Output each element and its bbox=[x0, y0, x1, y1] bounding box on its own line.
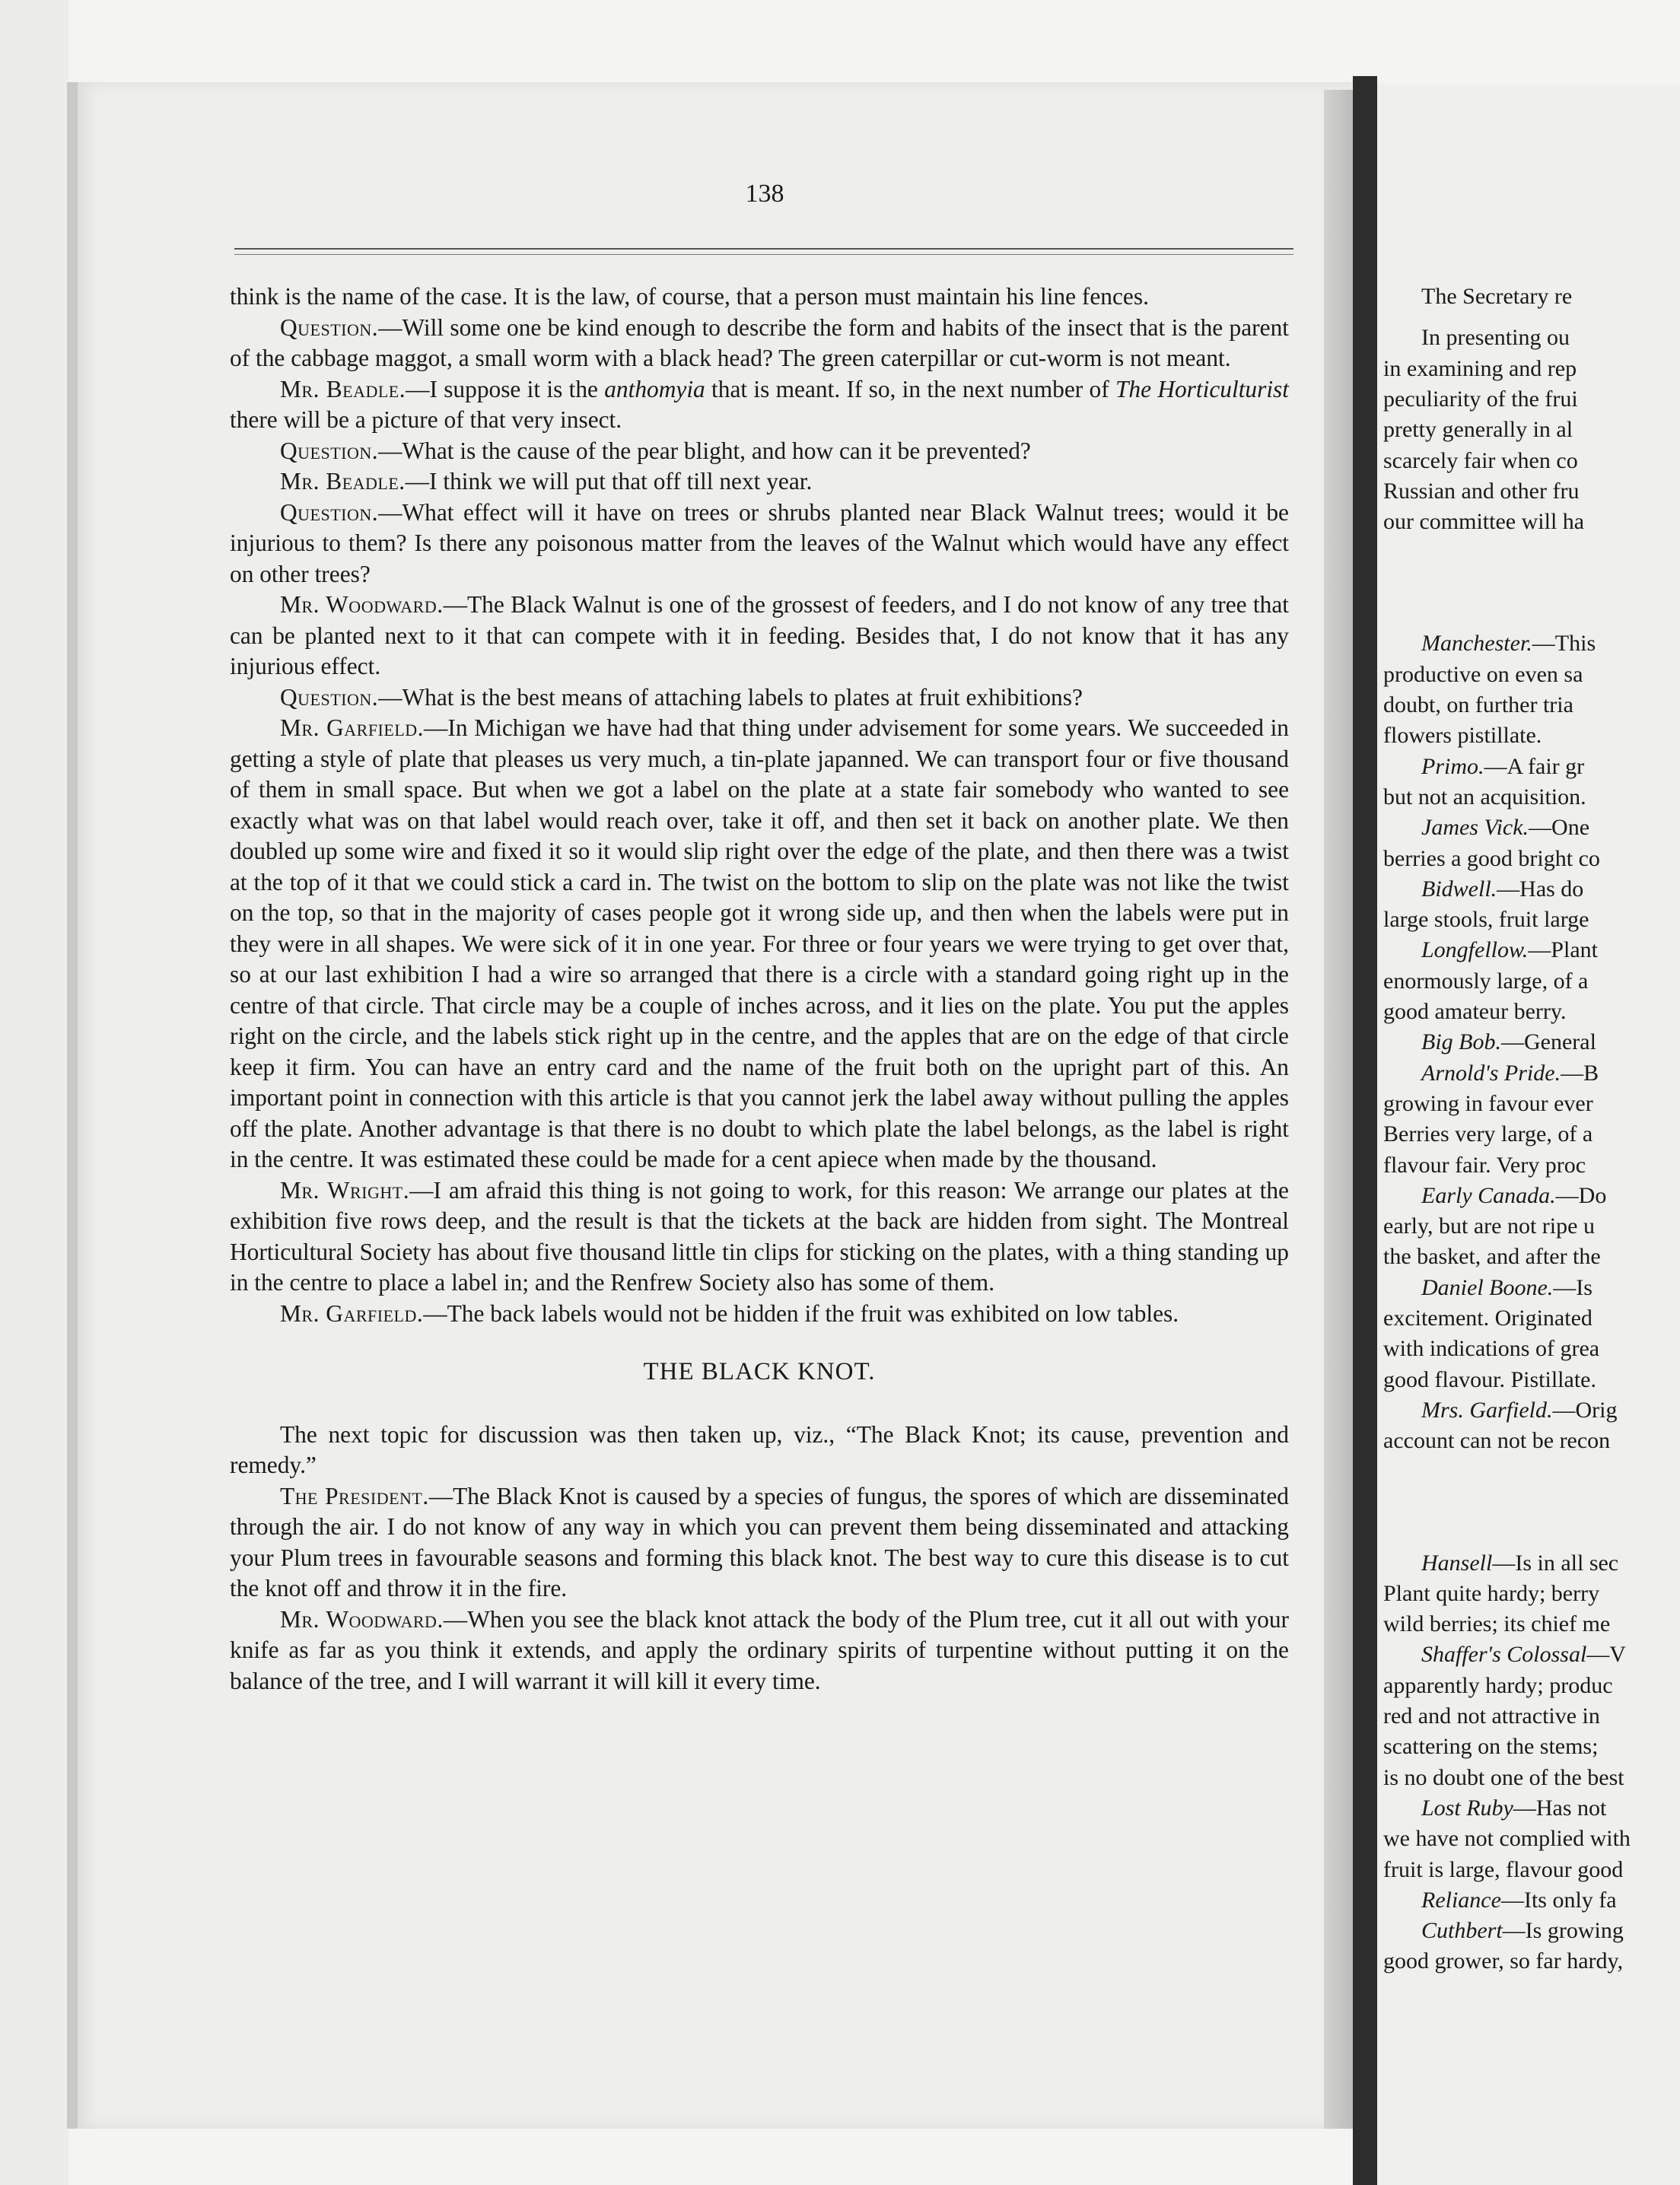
right-page-line: flowers pistillate. bbox=[1383, 723, 1542, 749]
paragraph bbox=[230, 682, 1289, 714]
right-page-line: large stools, fruit large bbox=[1383, 907, 1589, 933]
variety-name: Reliance bbox=[1421, 1887, 1501, 1913]
variety-description: —Orig bbox=[1552, 1397, 1618, 1423]
paragraph-text: —What effect will it have on trees or shrubs planted near Black Walnut trees; would it be injurious to them? Is there any poisonous matter from the leaves of the Walnut which would have any effect on other trees? bbox=[230, 498, 1289, 587]
left-scan-edge bbox=[0, 0, 68, 2185]
right-page-line bbox=[1383, 752, 1584, 782]
right-page-line bbox=[1383, 874, 1583, 905]
paragraph bbox=[230, 1605, 1289, 1697]
variety-description: —Its only fa bbox=[1500, 1887, 1617, 1913]
right-page-line: with indications of grea bbox=[1383, 1336, 1600, 1362]
right-page-line: Berries very large, of a bbox=[1383, 1121, 1593, 1147]
paragraph-text: —Will some one be kind enough to describe the form and habits of the insect that is the parent of the cabbage maggot, a small worm with a black head? The green caterpillar or cut-worm is not meant. bbox=[230, 313, 1289, 371]
right-page-line bbox=[1383, 935, 1598, 965]
paragraph bbox=[230, 436, 1289, 467]
variety-name: Arnold's Pride. bbox=[1421, 1060, 1561, 1086]
variety-description: —Has do bbox=[1497, 876, 1584, 902]
variety-description: —One bbox=[1529, 815, 1590, 841]
variety-name: Early Canada. bbox=[1421, 1182, 1556, 1208]
right-page-line: pretty generally in al bbox=[1383, 417, 1573, 443]
paragraph bbox=[230, 281, 1289, 313]
header-rule bbox=[234, 248, 1293, 250]
paragraph-text: —When you see the black knot attack the body of the Plum tree, cut it all out with your knife as far as you think it extends, and apply the ordinary spirits of turpentine without putting it on the balance of the tree, and I will warrant it will kill it every time. bbox=[230, 1605, 1289, 1694]
section-heading: THE BLACK KNOT. bbox=[643, 1358, 876, 1385]
right-page-line bbox=[1383, 1395, 1618, 1426]
paragraph-text: —I am afraid this thing is not going to work, for this reason: We arrange our plates at the exhibition five rows deep, and the result is that the tickets at the back are hidden from sight. The Montreal Horticultural Society has about five thousand little tin clips for sticking on the plates, with a thing standing up in the centre to place a label in; and the Renfrew Society also has some of them. bbox=[230, 1176, 1289, 1296]
speaker-name: Mr. Garfield. bbox=[280, 714, 424, 741]
paragraph-text: —I suppose it is the bbox=[406, 375, 605, 402]
right-page-line: Russian and other fru bbox=[1383, 478, 1580, 504]
right-page-line: excitement. Originated bbox=[1383, 1306, 1592, 1331]
right-page-line: enormously large, of a bbox=[1383, 968, 1589, 994]
paragraph-text: —I think we will put that off till next year. bbox=[405, 468, 813, 495]
paragraph bbox=[230, 466, 1289, 498]
right-page-line: our committee will ha bbox=[1383, 509, 1585, 535]
paragraph bbox=[230, 313, 1289, 374]
variety-name: Cuthbert bbox=[1421, 1918, 1503, 1944]
right-page-line: wild berries; its chief me bbox=[1383, 1611, 1611, 1637]
right-page-line bbox=[1383, 628, 1596, 659]
speaker-name: Question. bbox=[280, 313, 379, 341]
variety-description: —Is bbox=[1553, 1274, 1592, 1300]
variety-description: —Do bbox=[1555, 1182, 1607, 1208]
right-page-line: scarcely fair when co bbox=[1383, 447, 1578, 473]
variety-name: James Vick. bbox=[1421, 815, 1529, 841]
right-page-line: good amateur berry. bbox=[1383, 999, 1567, 1024]
right-page-line bbox=[1383, 1058, 1599, 1089]
variety-description: —Has not bbox=[1513, 1795, 1607, 1821]
right-page-line: red and not attractive in bbox=[1383, 1703, 1600, 1729]
paragraph-text: —The back labels would not be hidden if the fruit was exhibited on low tables. bbox=[423, 1299, 1179, 1327]
variety-name: Lost Ruby bbox=[1421, 1795, 1513, 1821]
page-number: 138 bbox=[745, 180, 784, 208]
right-page-line: In presenting ou bbox=[1421, 325, 1570, 351]
right-page-line bbox=[1383, 1181, 1606, 1211]
left-page-text bbox=[230, 281, 1289, 1697]
right-page-line: account can not be recon bbox=[1383, 1428, 1611, 1454]
paragraph-text: —The Black Knot is caused by a species of fungus, the spores of which are disseminated through the air. I do not know of any way in which you can prevent them being disseminated and attacking your Plum trees in favourable seasons and forming this black knot. The best way to cure this disease is to cut the knot off and throw it in the fire. bbox=[230, 1482, 1289, 1601]
speaker-name: Mr. Beadle. bbox=[280, 375, 406, 402]
paragraph-text: there will be a picture of that very insect. bbox=[230, 406, 622, 433]
variety-name: Longfellow. bbox=[1421, 937, 1529, 963]
variety-description: —B bbox=[1561, 1060, 1599, 1086]
right-page-line bbox=[1383, 1273, 1592, 1303]
variety-name: Mrs. Garfield. bbox=[1421, 1397, 1553, 1423]
right-page-line bbox=[1383, 1885, 1617, 1916]
variety-description: —A fair gr bbox=[1484, 753, 1585, 779]
right-page-line: The Secretary re bbox=[1421, 284, 1573, 309]
right-page-line: flavour fair. Very proc bbox=[1383, 1152, 1586, 1178]
speaker-name: The President. bbox=[280, 1482, 429, 1509]
paragraph bbox=[230, 713, 1289, 1175]
paragraph-text: —What is the cause of the pear blight, and how can it be prevented? bbox=[378, 437, 1031, 464]
paragraph bbox=[230, 374, 1289, 436]
right-page-line: doubt, on further tria bbox=[1383, 692, 1573, 717]
page-gutter bbox=[1324, 90, 1353, 2129]
paragraph bbox=[230, 590, 1289, 682]
right-page-line: is no doubt one of the best bbox=[1383, 1764, 1624, 1790]
variety-description: —Plant bbox=[1528, 937, 1598, 963]
variety-description: —Is in all sec bbox=[1492, 1550, 1619, 1576]
paragraph bbox=[230, 498, 1289, 590]
right-page-line: berries a good bright co bbox=[1383, 845, 1600, 871]
right-page-line: early, but are not ripe u bbox=[1383, 1213, 1595, 1239]
speaker-name: Mr. Beadle. bbox=[280, 468, 406, 495]
right-page-line bbox=[1383, 1793, 1606, 1824]
right-page-line: good grower, so far hardy, bbox=[1383, 1948, 1624, 1974]
right-page-line: growing in favour ever bbox=[1383, 1090, 1593, 1116]
right-page-line: fruit is large, flavour good bbox=[1383, 1856, 1624, 1882]
variety-name: Daniel Boone. bbox=[1421, 1274, 1554, 1300]
speaker-name: Question. bbox=[280, 437, 379, 464]
paragraph bbox=[230, 1420, 1289, 1481]
variety-description: —V bbox=[1586, 1642, 1626, 1668]
speaker-name: Question. bbox=[280, 683, 379, 711]
paragraph-text: that is meant. If so, in the next number of bbox=[705, 375, 1115, 402]
right-page-line: but not an acquisition. bbox=[1383, 784, 1586, 809]
speaker-name: Mr. Wright. bbox=[280, 1176, 410, 1204]
right-page-line: peculiarity of the frui bbox=[1383, 386, 1578, 412]
paragraph-text: —In Michigan we have had that thing under advisement for some years. We succeeded in getting a style of plate that pleases us very much, a tin-plate japanned. We can transport four or five thousand of them in small space. But when we got a label on the plate at a state fair somebody who wanted to see exactly what was on that label would reach over, take it off, and then set it back on another plate. We then doubled up some wire and fixed it so it would slip right over the edge of the plate, and then there was a twist at the top of it that we could stick a card in. The twist on the bottom to slip on the plate was not like the twist on the top, so that in the majority of cases people got it wrong side up, and then when the labels were put in they were in all shapes. We were sick of it in one year. For three or four years we were trying to get over that, so at our last exhibition I had a wire so arranged that there is a circle with a standard going right up in the centre of that circle. That circle may be a couple of inches across, and it lies on the plate. You put the apples right on the circle, and the labels stick right up in the centre, and the apples that are on the edge of that circle keep it firm. You can have an entry card and the name of the fruit both on the upright part of this. An important point in connection with this article is that you cannot jerk the label away without pulling the apples off the plate. Another advantage is that there is no doubt to which plate the label belongs, as the label is right in the centre. It was estimated these could be made for a cent apiece when made by the thousand. bbox=[230, 714, 1289, 1172]
right-page-line: we have not complied with bbox=[1383, 1826, 1631, 1852]
right-page-line: apparently hardy; produc bbox=[1383, 1672, 1613, 1698]
paragraph-text: think is the name of the case. It is the law, of course, that a person must maintain his line fences. bbox=[230, 283, 1149, 310]
variety-name: Manchester. bbox=[1421, 631, 1532, 657]
variety-name: Primo. bbox=[1421, 753, 1484, 779]
italic-title: anthomyia bbox=[604, 375, 705, 402]
speaker-name: Mr. Woodward. bbox=[280, 591, 444, 618]
speaker-name: Mr. Garfield. bbox=[280, 1299, 424, 1327]
variety-description: —Is growing bbox=[1502, 1918, 1624, 1944]
right-page-text bbox=[1383, 281, 1680, 1980]
paragraph-text: —The Black Walnut is one of the grossest of feeders, and I do not know of any tree that can be planted next to it that can compete with it in feeding. Besides that, I do not know that it has any injurious effect. bbox=[230, 591, 1289, 679]
paragraph-text: The next topic for discussion was then taken up, viz., “The Black Knot; its cause, prevention and remedy.” bbox=[230, 1420, 1289, 1478]
variety-name: Big Bob. bbox=[1421, 1029, 1501, 1055]
right-page-line: in examining and rep bbox=[1383, 355, 1577, 381]
speaker-name: Question. bbox=[280, 498, 379, 526]
right-page-line: the basket, and after the bbox=[1383, 1244, 1601, 1270]
right-page-line bbox=[1383, 813, 1589, 843]
right-page-line: productive on even sa bbox=[1383, 661, 1583, 687]
paragraph bbox=[230, 1299, 1289, 1330]
variety-name: Hansell bbox=[1421, 1550, 1493, 1576]
header-rule-secondary bbox=[234, 254, 1293, 255]
variety-name: Shaffer's Colossal bbox=[1421, 1642, 1587, 1668]
italic-title: The Horticulturist bbox=[1115, 375, 1289, 402]
right-page-line bbox=[1383, 1027, 1596, 1058]
variety-name: Bidwell. bbox=[1421, 876, 1497, 902]
right-page-line: good flavour. Pistillate. bbox=[1383, 1366, 1596, 1392]
right-page-line bbox=[1383, 1916, 1624, 1946]
variety-description: —This bbox=[1532, 631, 1596, 657]
right-page-line bbox=[1383, 1640, 1626, 1670]
speaker-name: Mr. Woodward. bbox=[280, 1605, 444, 1633]
right-page-line: Plant quite hardy; berry bbox=[1383, 1580, 1600, 1606]
right-page-line bbox=[1383, 1548, 1618, 1579]
paragraph bbox=[230, 1481, 1289, 1605]
right-page-line: scattering on the stems; bbox=[1383, 1734, 1599, 1760]
paragraph-text: —What is the best means of attaching labels to plates at fruit exhibitions? bbox=[378, 683, 1083, 711]
variety-description: —General bbox=[1501, 1029, 1596, 1055]
book-binding bbox=[1353, 76, 1377, 2185]
paragraph bbox=[230, 1175, 1289, 1299]
